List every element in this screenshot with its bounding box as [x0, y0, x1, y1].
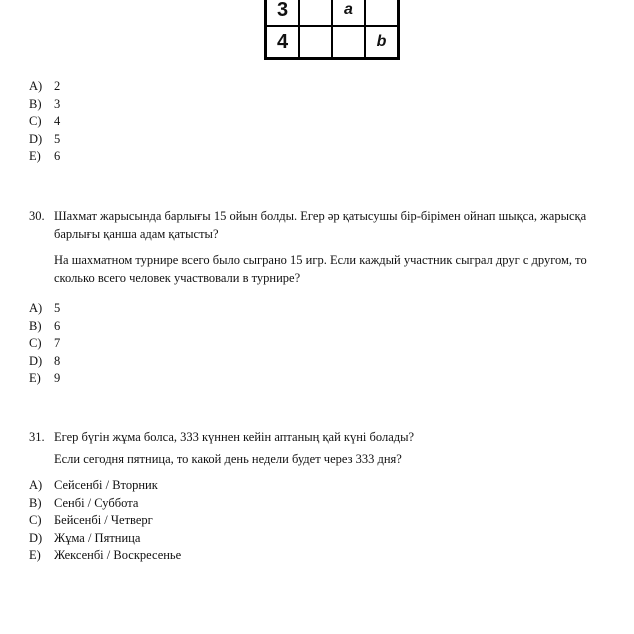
answer-option[interactable] — [29, 78, 60, 96]
answer-option[interactable] — [29, 300, 60, 318]
option-text: Бейсенбі / Четверг — [54, 513, 153, 527]
grid-cell — [332, 26, 365, 59]
answer-option[interactable] — [29, 335, 60, 353]
option-text: 6 — [54, 318, 61, 333]
option-text: 6 — [54, 149, 61, 163]
option-letter: B) — [29, 318, 42, 333]
answer-option[interactable] — [29, 113, 60, 131]
question-30 — [29, 207, 619, 287]
option-text: Сенбі / Суббота — [54, 495, 139, 510]
option-letter: A) — [29, 79, 43, 93]
option-letter: E) — [29, 371, 41, 385]
grid-cell: 4 — [266, 26, 300, 59]
question-number: 31. — [29, 430, 45, 444]
option-text: 4 — [54, 114, 61, 128]
grid-cell: 3 — [266, 0, 300, 26]
grid-row — [266, 26, 399, 59]
option-letter: D) — [29, 353, 43, 368]
grid-cell: b — [365, 26, 399, 59]
question-text-kz: Шахмат жарысында барлығы 15 ойын болды. Егер әр қатысушы бір-бірімен ойнап шықса, жарысқа барлығы қанша адам қатысты? — [54, 209, 587, 241]
option-text: Жұма / Пятница — [54, 530, 141, 545]
option-text: 8 — [54, 353, 61, 368]
grid-cell — [299, 26, 332, 59]
option-text: 7 — [54, 336, 61, 350]
question-31 — [29, 428, 619, 468]
question-number: 30. — [29, 209, 45, 223]
answer-option[interactable] — [29, 353, 60, 371]
question-text-kz: Егер бүгін жұма болса, 333 күннен кейін аптаның қай күні болады? — [54, 430, 415, 444]
option-text: 5 — [54, 131, 61, 146]
option-text: 9 — [54, 371, 61, 385]
option-letter: E) — [29, 548, 41, 562]
option-letter: E) — [29, 149, 41, 163]
option-letter: C) — [29, 513, 42, 527]
answer-option[interactable] — [29, 370, 60, 388]
grid-cell — [365, 0, 399, 26]
option-letter: C) — [29, 114, 42, 128]
option-letter: D) — [29, 530, 43, 545]
option-text: 2 — [54, 79, 61, 93]
grid-cell: a — [332, 0, 365, 26]
option-text: Жексенбі / Воскресенье — [54, 548, 182, 562]
answer-option[interactable] — [29, 547, 181, 565]
answer-option[interactable] — [29, 96, 60, 114]
grid-row — [266, 0, 399, 26]
option-text: Сейсенбі / Вторник — [54, 478, 158, 492]
option-text: 5 — [54, 301, 61, 315]
answer-option[interactable] — [29, 477, 181, 495]
answer-option[interactable] — [29, 318, 60, 336]
grid-cell — [299, 0, 332, 26]
answer-option[interactable] — [29, 530, 181, 548]
q29-options — [29, 78, 60, 166]
question-text-ru: Если сегодня пятница, то какой день недели будет через 333 дня? — [54, 452, 402, 466]
option-letter: B) — [29, 96, 42, 111]
number-grid — [264, 0, 400, 60]
answer-option[interactable] — [29, 131, 60, 149]
q30-options — [29, 300, 60, 388]
option-letter: A) — [29, 478, 43, 492]
question-text-ru: На шахматном турнире всего было сыграно 15 игр. Если каждый участник сыграл друг с другом, то сколько всего человек участвовали в турнире? — [54, 253, 587, 285]
option-letter: C) — [29, 336, 42, 350]
answer-option[interactable] — [29, 512, 181, 530]
option-letter: A) — [29, 301, 43, 315]
option-letter: D) — [29, 131, 43, 146]
answer-option[interactable] — [29, 495, 181, 513]
option-text: 3 — [54, 96, 61, 111]
answer-option[interactable] — [29, 148, 60, 166]
option-letter: B) — [29, 495, 42, 510]
q31-options — [29, 477, 181, 565]
